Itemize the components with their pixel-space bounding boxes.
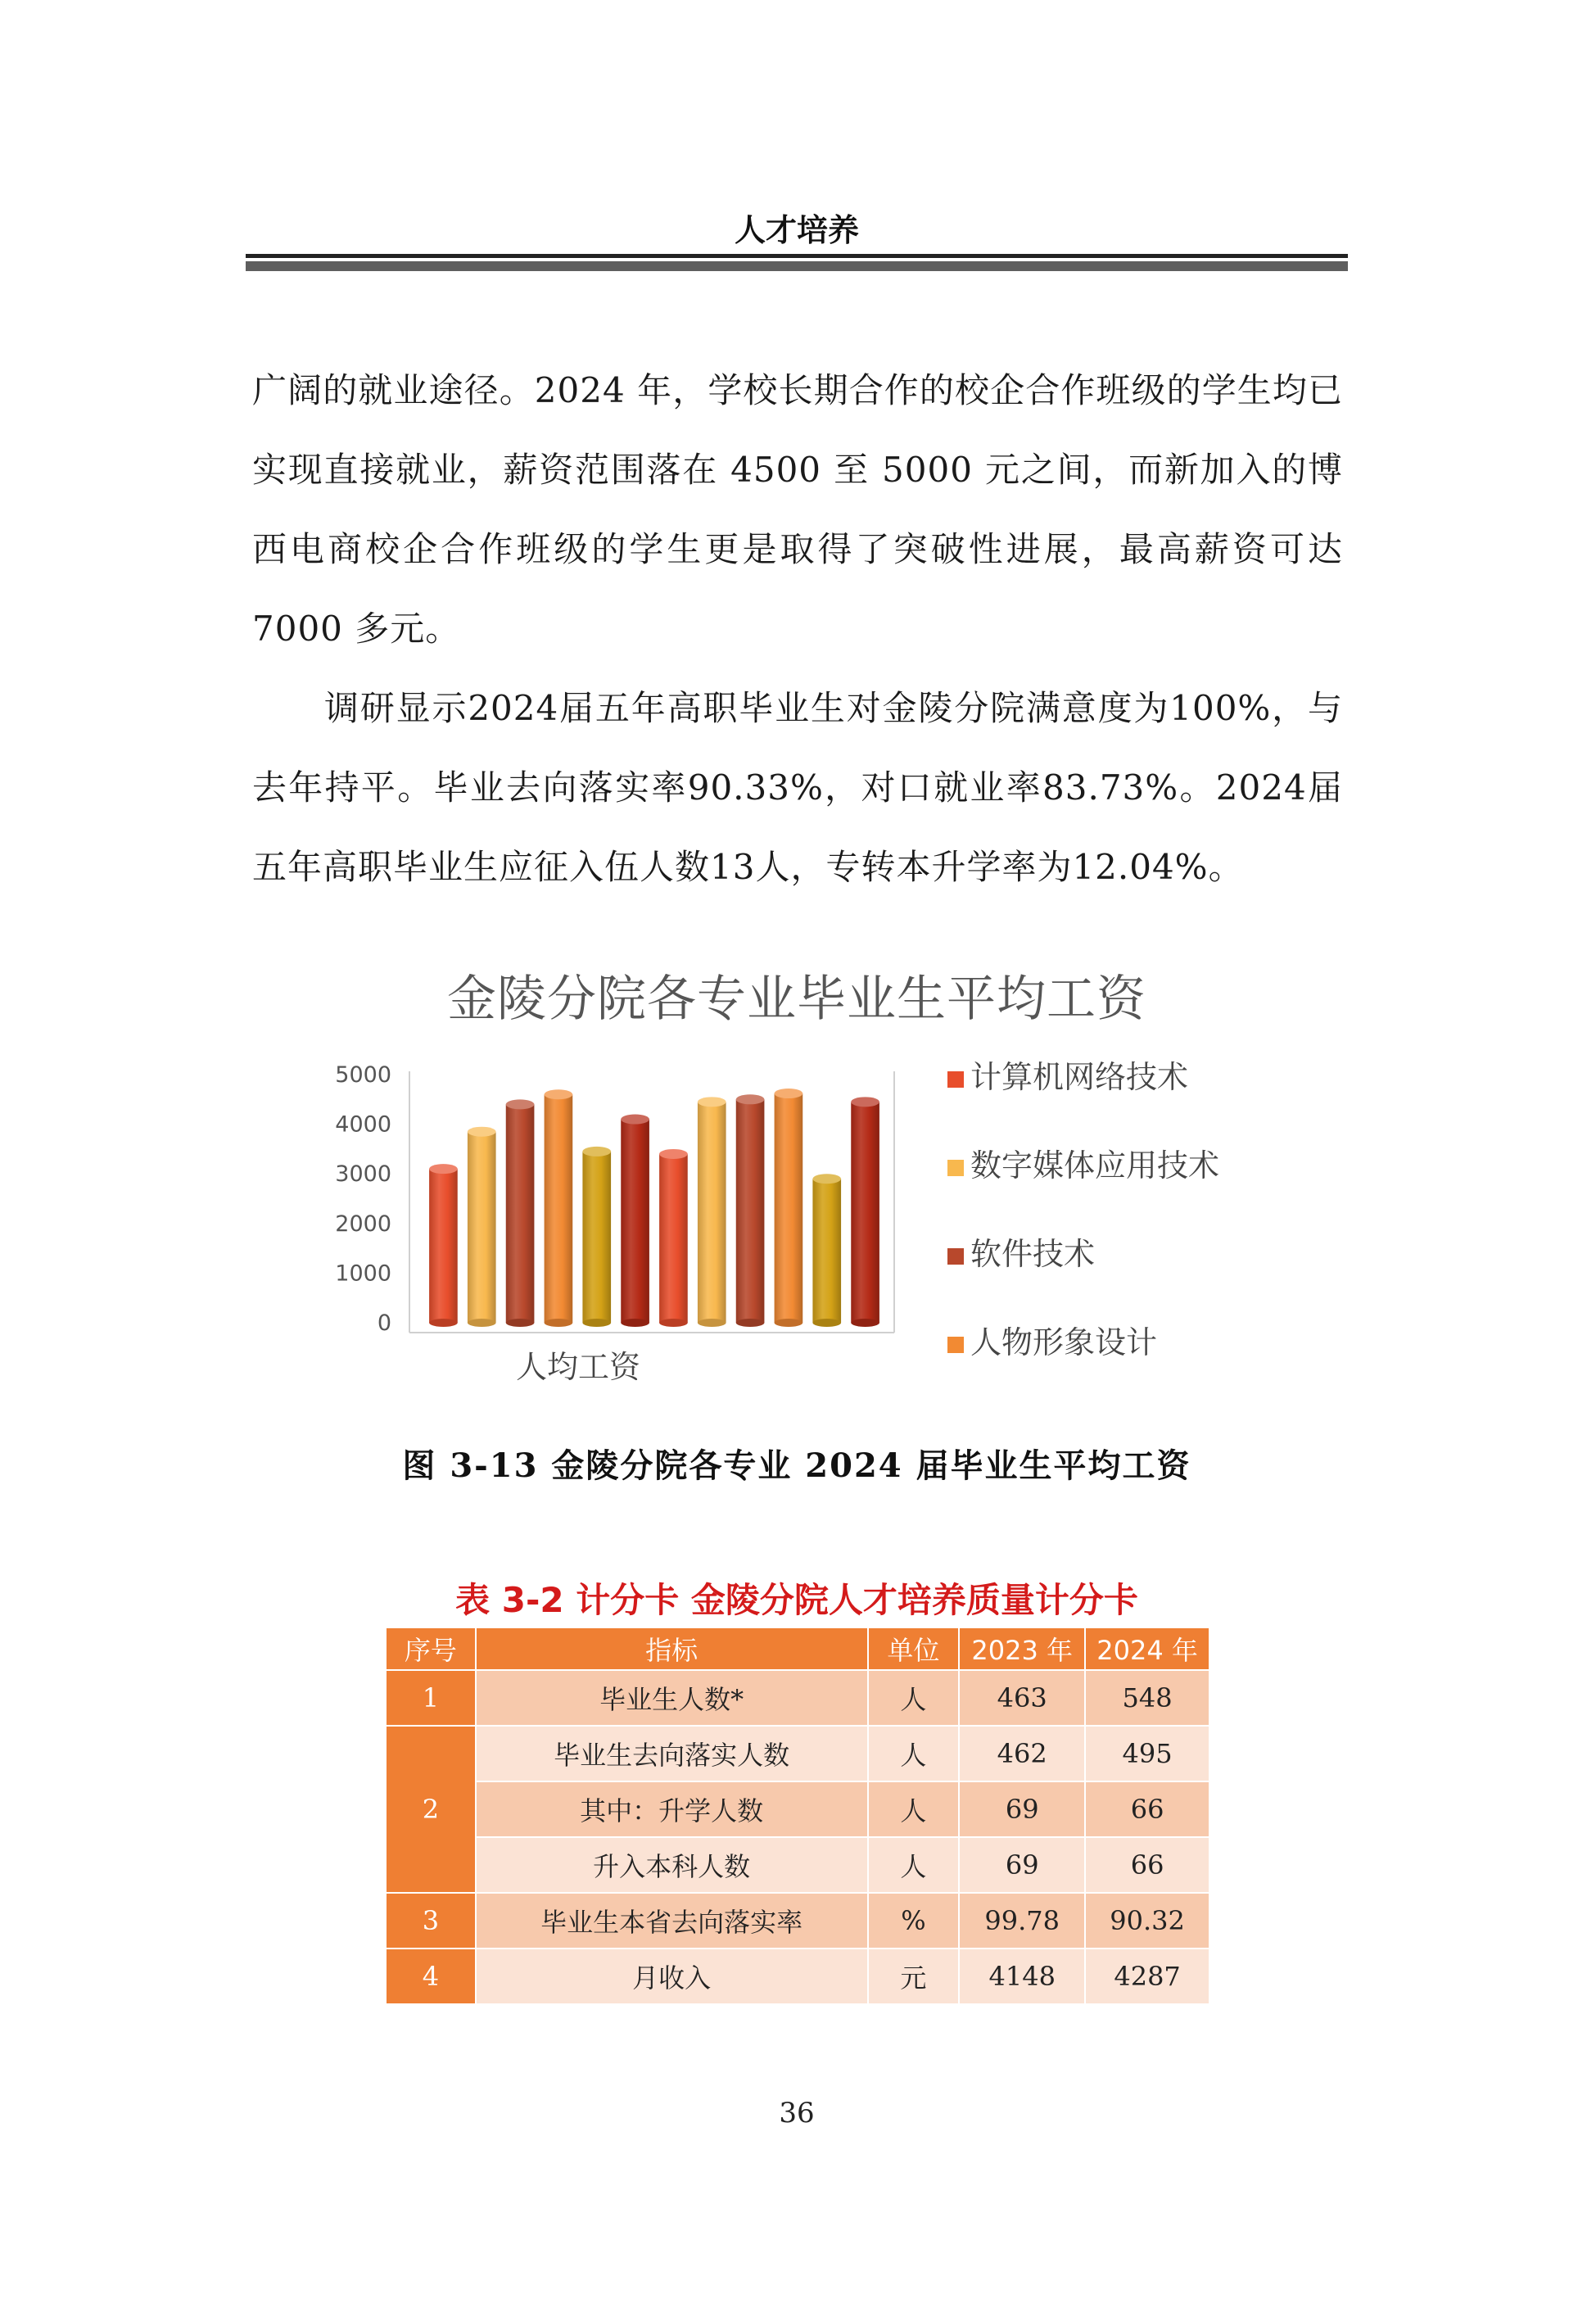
bar-body [775, 1093, 803, 1323]
legend-swatch [947, 1160, 964, 1176]
bar-base [582, 1319, 611, 1327]
legend-swatch [947, 1337, 964, 1353]
running-header: 人才培养 [734, 212, 859, 248]
bar-top [775, 1089, 803, 1098]
bar-top [468, 1127, 496, 1137]
legend-entry: 软件技术 [970, 1236, 1096, 1272]
y-tick-label: 4000 [335, 1111, 391, 1138]
cell-seq: 1 [386, 1670, 476, 1726]
bar-top [582, 1147, 611, 1156]
legend-entry: 人物形象设计 [970, 1324, 1158, 1360]
cell-2023: 69 [959, 1781, 1085, 1837]
x-category-label: 人均工资 [515, 1349, 641, 1385]
bar-base [468, 1319, 496, 1327]
bar-top [659, 1149, 688, 1159]
bar-base [429, 1319, 458, 1327]
quality-scorecard-table [385, 1627, 1210, 2005]
table-row [386, 1837, 1209, 1893]
chart-title: 金陵分院各专业毕业生平均工资 [447, 971, 1146, 1028]
cell-2023: 463 [959, 1670, 1085, 1726]
cell-indicator: 毕业生去向落实人数 [476, 1726, 868, 1781]
y-tick-label: 5000 [335, 1062, 391, 1088]
cell-seq: 2 [386, 1726, 476, 1893]
cell-2023: 462 [959, 1726, 1085, 1781]
cell-2024: 66 [1085, 1781, 1209, 1837]
page-number: 36 [779, 2097, 815, 2130]
bar-top [621, 1115, 649, 1125]
y-tick-label: 3000 [335, 1161, 391, 1188]
bar-base [621, 1319, 649, 1327]
bar-body [736, 1099, 765, 1323]
bar-body [851, 1102, 879, 1323]
paragraph-2: 调研显示2024届五年高职毕业生对金陵分院满意度为100%，与去年持平。毕业去向落实率90.33%，对口就业率83.73%。2024届五年高职毕业生应征入伍人数13人，专转本升学率为12.04%。 [252, 688, 1343, 887]
cell-2024: 4287 [1085, 1949, 1209, 2004]
bar-body [812, 1179, 841, 1323]
cell-2024: 548 [1085, 1670, 1209, 1726]
cell-unit: 人 [868, 1781, 960, 1837]
table-title: 表 3-2 计分卡 金陵分院人才培养质量计分卡 [455, 1580, 1138, 1620]
cell-indicator: 毕业生本省去向落实率 [476, 1893, 868, 1949]
cell-seq: 3 [386, 1893, 476, 1949]
cell-2024: 90.32 [1085, 1893, 1209, 1949]
header-seq: 序号 [386, 1627, 476, 1670]
bar-body [429, 1169, 458, 1323]
cell-unit: 元 [868, 1949, 960, 2004]
cell-unit: % [868, 1893, 960, 1949]
bar-base [775, 1319, 803, 1327]
bar-body [621, 1120, 649, 1323]
cell-2023: 4148 [959, 1949, 1085, 2004]
header-rule-thin [246, 254, 1348, 258]
bar-body [545, 1094, 573, 1323]
legend-swatch [947, 1071, 964, 1088]
legend-entry: 计算机网络技术 [970, 1059, 1189, 1095]
bar-top [429, 1164, 458, 1174]
cell-indicator: 毕业生人数* [476, 1670, 868, 1726]
bar-base [736, 1319, 765, 1327]
bar-base [506, 1319, 535, 1327]
cell-2024: 66 [1085, 1837, 1209, 1893]
paragraph-1: 广阔的就业途径。2024 年，学校长期合作的校企合作班级的学生均已实现直接就业，薪资范围落在 4500 至 5000 元之间，而新加入的博西电商校企合作班级的学生更是取得了突破性进展，最高薪资可达 7000 多元。 [252, 370, 1343, 649]
header-unit: 单位 [868, 1627, 960, 1670]
table-header-row [386, 1627, 1209, 1670]
bar-top [736, 1094, 765, 1104]
table-row [386, 1949, 1209, 2004]
bar-body [659, 1154, 688, 1323]
bar-top [851, 1097, 879, 1107]
cell-2024: 495 [1085, 1726, 1209, 1781]
y-tick-label: 0 [377, 1310, 391, 1336]
table-row [386, 1893, 1209, 1949]
table-row [386, 1670, 1209, 1726]
header-indicator: 指标 [476, 1627, 868, 1670]
bar-top [812, 1174, 841, 1184]
bar-body [582, 1152, 611, 1323]
y-tick-label: 1000 [335, 1261, 391, 1287]
header-rule-thick [246, 261, 1348, 271]
legend-entry: 数字媒体应用技术 [970, 1147, 1220, 1184]
bar-base [698, 1319, 726, 1327]
bar-base [851, 1319, 879, 1327]
header-2024: 2024 年 [1085, 1627, 1209, 1670]
bar-body [698, 1102, 726, 1323]
cell-unit: 人 [868, 1670, 960, 1726]
y-tick-label: 2000 [335, 1211, 391, 1237]
cell-indicator: 升入本科人数 [476, 1837, 868, 1893]
legend-swatch [947, 1248, 964, 1265]
cell-2023: 99.78 [959, 1893, 1085, 1949]
cell-indicator: 月收入 [476, 1949, 868, 2004]
bar-base [659, 1319, 688, 1327]
header-2023: 2023 年 [959, 1627, 1085, 1670]
cell-seq: 4 [386, 1949, 476, 2004]
cell-indicator: 其中：升学人数 [476, 1781, 868, 1837]
bar-body [506, 1104, 535, 1323]
figure-caption: 图 3-13 金陵分院各专业 2024 届毕业生平均工资 [402, 1446, 1191, 1485]
bar-body [468, 1132, 496, 1323]
table-row [386, 1726, 1209, 1781]
salary-bar-chart [311, 1040, 1277, 1401]
bar-top [506, 1099, 535, 1109]
cell-unit: 人 [868, 1837, 960, 1893]
cell-unit: 人 [868, 1726, 960, 1781]
bar-top [698, 1097, 726, 1107]
table-row [386, 1781, 1209, 1837]
bar-base [812, 1319, 841, 1327]
bar-top [545, 1089, 573, 1099]
bar-base [545, 1319, 573, 1327]
cell-2023: 69 [959, 1837, 1085, 1893]
